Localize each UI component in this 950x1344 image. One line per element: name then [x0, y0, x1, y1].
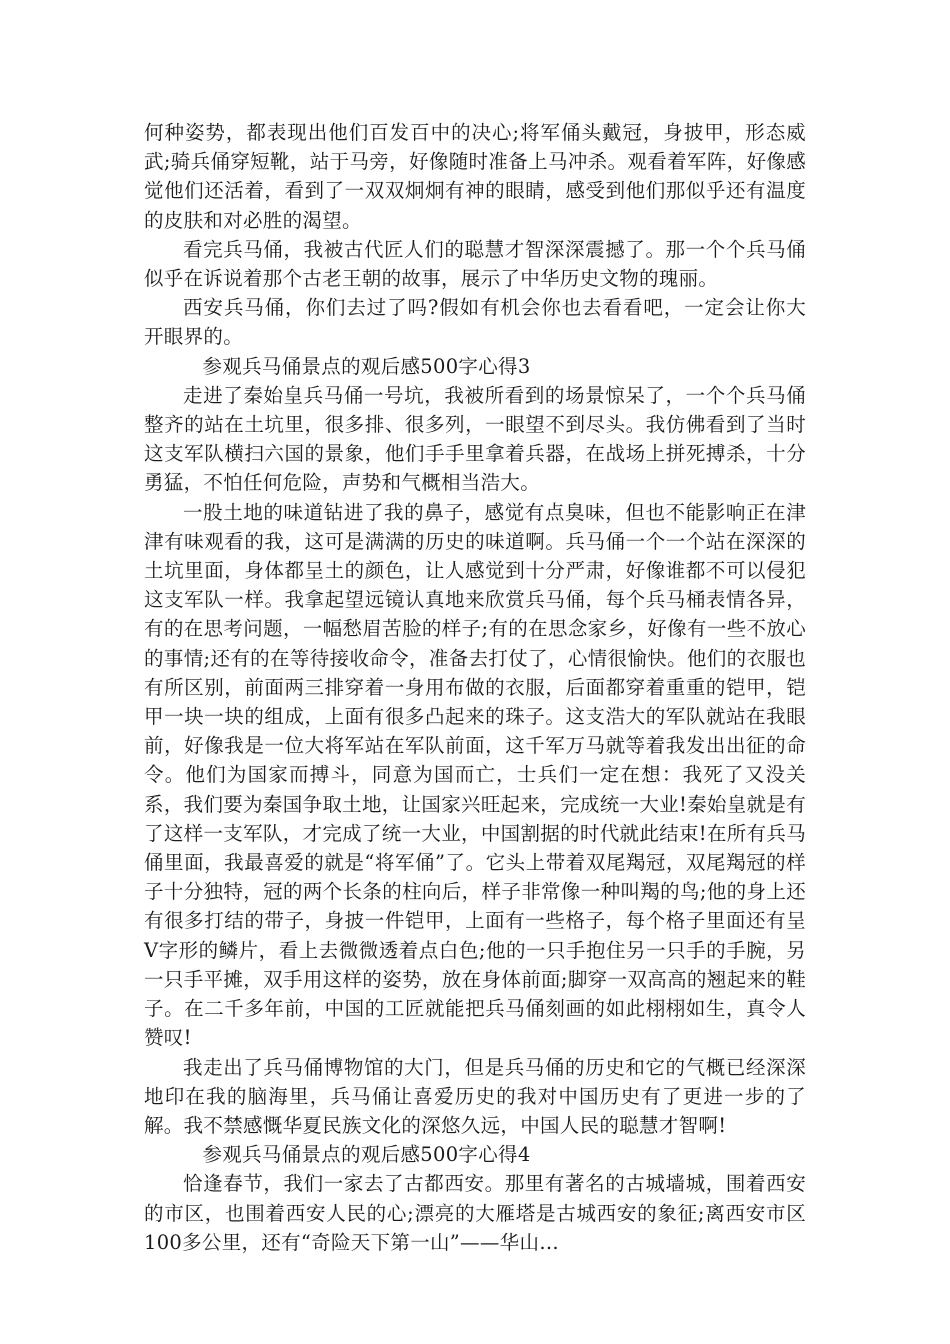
paragraph-5: 一股土地的味道钻进了我的鼻子，感觉有点臭味，但也不能影响正在津津有味观看的我，这可是满满的历史的味道啊。兵马俑一个一个站在深深的土坑里面，身体都呈土的颜色，让人感觉到十分严肃，好像谁都不可以侵犯这支军队一样。我拿起望远镜认真地来欣赏兵马俑，每个兵马桶表情各异，有的在思考问题，一幅愁眉苦脸的样子;有的在思念家乡，好像有一些不放心的事情;还有的在等待接收命令，准备去打仗了，心情很愉快。他们的衣服也有所区别，前面两三排穿着一身用布做的衣服，后面都穿着重重的铠甲，铠甲一块一块的组成，上面有很多凸起来的珠子。这支浩大的军队就站在我眼前，好像我是一位大将军站在军队前面，这千军万马就等着我发出出征的命令。他们为国家而搏斗，同意为国而亡，士兵们一定在想：我死了又没关系，我们要为秦国争取土地，让国家兴旺起来，完成统一大业!秦始皇就是有了这样一支军队，才完成了统一大业，中国割据的时代就此结束!在所有兵马俑里面，我最喜爱的就是“将军俑”了。它头上带着双尾羯冠，双尾羯冠的样子十分独特，冠的两个长条的柱向后，样子非常像一种叫羯的鸟;他的身上还有很多打结的带子，身披一件铠甲，上面有一些格子，每个格子里面还有呈V字形的鳞片，看上去微微透着点白色;他的一只手抱住另一只手的手腕，另一只手平摊，双手用这样的姿势，放在身体前面;脚穿一双高高的翘起来的鞋子。在二千多年前，中国的工匠就能把兵马俑刻画的如此栩栩如生，真令人赞叹!: [144, 500, 806, 1050]
paragraph-7: 恰逢春节，我们一家去了古都西安。那里有著名的古城墙城，围着西安的市区，也围着西安人民的心;漂亮的大雁塔是古城西安的象征;离西安市区100多公里，还有“奇险天下第一山”——华山…: [144, 1172, 806, 1254]
paragraph-1: 何种姿势，都表现出他们百发百中的决心;将军俑头戴冠，身披甲，形态威武;骑兵俑穿短靴，站于马旁，好像随时准备上马冲杀。观看着军阵，好像感觉他们还活着，看到了一双双炯炯有神的眼睛，感受到他们那似乎还有温度的皮肤和对必胜的渴望。: [144, 121, 806, 232]
paragraph-2: 看完兵马俑，我被古代匠人们的聪慧才智深深震撼了。那一个个兵马俑似乎在诉说着那个古老王朝的故事，展示了中华历史文物的瑰丽。: [144, 237, 806, 291]
paragraph-4: 走进了秦始皇兵马俑一号坑，我被所看到的场景惊呆了，一个个兵马俑整齐的站在土坑里，很多排、很多列，一眼望不到尽头。我仿佛看到了当时这支军队横扫六国的景象，他们手手里拿着兵器，在战场上拼死搏杀，十分勇猛，不怕任何危险，声势和气概相当浩大。: [144, 383, 806, 495]
section-heading-4: 参观兵马俑景点的观后感500字心得4: [202, 1143, 531, 1167]
paragraph-6: 我走出了兵马俑博物馆的大门，但是兵马俑的历史和它的气概已经深深地印在我的脑海里，兵马俑让喜爱历史的我对中国历史有了更进一步的了解。我不禁感慨华夏民族文化的深悠久远，中国人民的聪慧才智啊!: [144, 1055, 806, 1137]
paragraph-3: 西安兵马俑，你们去过了吗?假如有机会你也去看看吧，一定会让你大开眼界的。: [144, 296, 806, 349]
document-body: [144, 118, 806, 1257]
section-heading-3: 参观兵马俑景点的观后感500字心得3: [202, 354, 531, 378]
